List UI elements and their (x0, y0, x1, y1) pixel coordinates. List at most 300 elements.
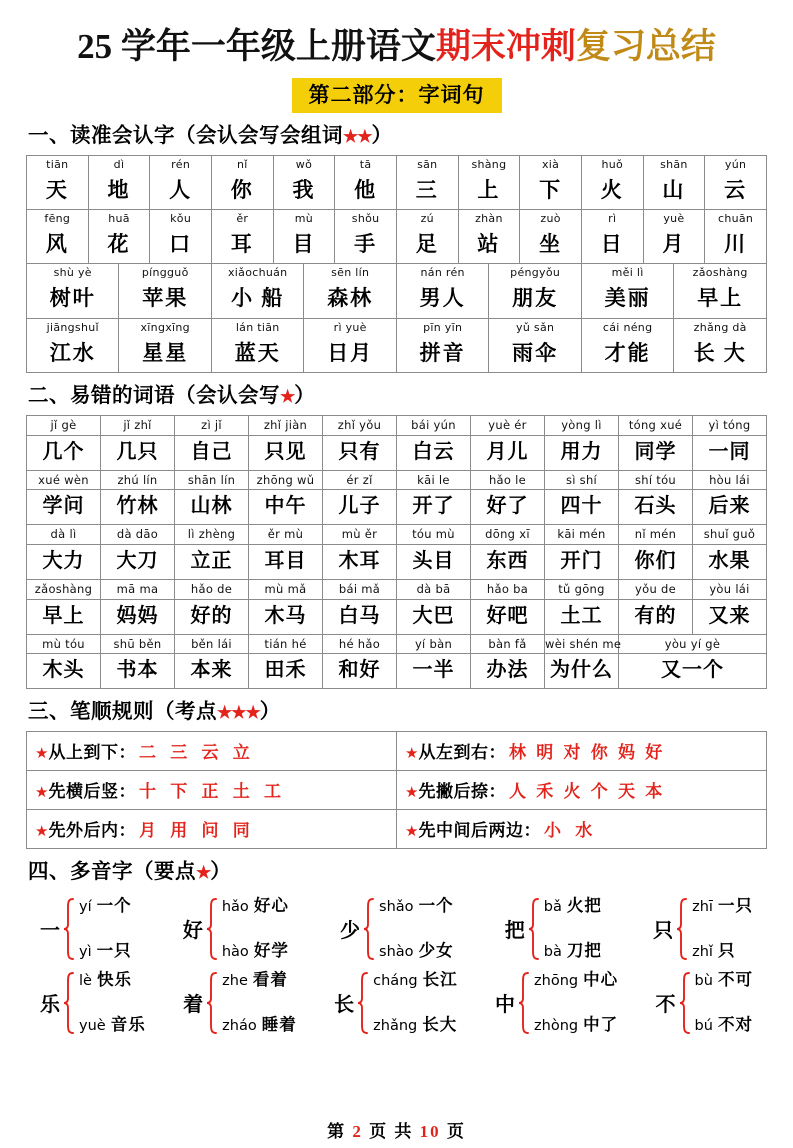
example-word: 中了 (583, 1014, 619, 1034)
word-cell: 立正 (175, 544, 249, 579)
polyphone-char: 着 (183, 994, 204, 1017)
star-icon: ★ (35, 785, 49, 802)
polyphone-reading (222, 1014, 297, 1034)
word-cell: 妈妈 (101, 599, 175, 634)
word-cell: 耳目 (249, 544, 323, 579)
pinyin-text: mù (294, 212, 314, 225)
pinyin-cell: shān lín (175, 470, 249, 490)
polyphone-group (40, 969, 146, 1034)
pinyin-cell: yí bàn (397, 634, 471, 654)
pinyin-text: tiān (46, 157, 69, 171)
example-word: 中心 (583, 969, 619, 989)
hanzi-text: 美丽 (604, 286, 651, 311)
pinyin-text: kǒu (170, 212, 192, 225)
pinyin-cell: zǎoshàng (27, 579, 101, 599)
table-row (27, 210, 767, 264)
hanzi-text: 小 船 (231, 286, 285, 311)
pinyin-cell: sì shí (545, 470, 619, 490)
pinyin-cell: zhōng wǔ (249, 470, 323, 490)
star-rating-icon: ★ (280, 387, 295, 407)
polyphone-readings (221, 895, 289, 960)
word-cell: 只有 (323, 435, 397, 470)
star-rating-icon: ★★ (343, 126, 372, 146)
title-part-black: 25 学年一年级上册语文 (77, 27, 436, 66)
polyphone-reading (692, 940, 753, 960)
section-four-heading (28, 860, 767, 886)
footer-prefix: 第 (327, 1122, 347, 1141)
brace-icon (518, 972, 529, 1034)
character-cell (458, 210, 520, 264)
subtitle-container (26, 78, 767, 113)
pinyin-text: bù (694, 972, 713, 989)
pinyin-cell: tǔ gōng (545, 579, 619, 599)
rule-examples: 十 下 正 土 工 (138, 782, 286, 802)
pinyin-cell: mù ěr (323, 525, 397, 545)
section-one-heading (28, 124, 767, 150)
character-cell (273, 210, 335, 264)
pinyin-text: zhàn (475, 212, 503, 225)
example-word: 睡着 (261, 1014, 297, 1034)
polyphone-group (495, 969, 619, 1034)
polyphone-readings (692, 895, 753, 960)
brace-icon-wrap (676, 898, 687, 960)
polyphone-group (653, 895, 753, 960)
hanzi-text: 坐 (539, 231, 563, 256)
pinyin-text: rì yuè (333, 320, 367, 334)
example-word: 不可 (717, 969, 753, 989)
hanzi-text: 你 (230, 177, 254, 202)
pinyin-cell: mā ma (101, 579, 175, 599)
character-cell (150, 155, 212, 209)
character-cell (88, 155, 150, 209)
pinyin-cell: zhǐ jiàn (249, 415, 323, 435)
word-cell: 自己 (175, 435, 249, 470)
character-cell (705, 210, 767, 264)
character-cell (458, 155, 520, 209)
rule-cell (397, 809, 767, 848)
table-row (27, 318, 767, 372)
page-footer (0, 1117, 793, 1142)
polyphone-row (26, 969, 767, 1034)
polyphone-readings (79, 895, 132, 960)
star-icon: ★ (35, 824, 49, 841)
rule-label: 先外后内： (48, 821, 136, 841)
pinyin-text: sēn lín (331, 266, 370, 280)
example-word: 刀把 (566, 940, 602, 960)
star-rating-icon: ★ (196, 862, 211, 882)
word-cell (304, 318, 396, 372)
pinyin-cell: shuǐ guǒ (693, 525, 767, 545)
polyphone-reading (379, 895, 454, 915)
hanzi-text: 朋友 (512, 286, 559, 311)
hanzi-text: 拼音 (419, 340, 466, 365)
word-cell (119, 318, 211, 372)
brace-icon (676, 898, 687, 960)
pinyin-cell: hòu lái (693, 470, 767, 490)
character-cell (27, 210, 89, 264)
hanzi-text: 我 (292, 177, 316, 202)
hanzi-text: 江水 (49, 340, 96, 365)
polyphone-reading (373, 1014, 458, 1034)
word-cell (581, 318, 673, 372)
brace-icon (63, 972, 74, 1034)
brace-icon-wrap (63, 972, 74, 1034)
section-three-heading-text: 三、笔顺规则（考点 (28, 701, 217, 724)
hanzi-text: 手 (354, 231, 378, 256)
star-icon: ★ (405, 824, 419, 841)
polyphone-reading (694, 969, 753, 989)
pinyin-cell: hé hǎo (323, 634, 397, 654)
word-cell (304, 264, 396, 318)
pinyin-cell: dōng xī (471, 525, 545, 545)
pinyin-text: tā (359, 157, 372, 171)
rule-cell (397, 770, 767, 809)
pinyin-text: huā (108, 212, 130, 225)
example-word: 不对 (717, 1014, 753, 1034)
pinyin-row (27, 525, 767, 545)
hanzi-text: 才能 (604, 340, 651, 365)
pinyin-text: lán tiān (235, 320, 280, 334)
polyphone-char: 把 (504, 920, 525, 943)
word-cell: 本来 (175, 654, 249, 689)
word-cell: 用力 (545, 435, 619, 470)
rule-label: 从上到下： (48, 743, 136, 763)
pinyin-text: hào (221, 943, 249, 960)
hanzi-text: 日月 (327, 340, 374, 365)
star-rating-icon: ★★★ (217, 703, 260, 723)
pinyin-text: chuān (718, 212, 754, 225)
word-cell: 学问 (27, 490, 101, 525)
pinyin-cell: kāi le (397, 470, 471, 490)
pinyin-cell: wèi shén me (545, 634, 619, 654)
pinyin-text: shǎo (379, 898, 414, 915)
polyphone-row (26, 895, 767, 960)
hanzi-text: 雨伞 (512, 340, 559, 365)
rule-examples: 小 水 (543, 821, 598, 841)
character-cell (335, 155, 397, 209)
polyphone-reading (534, 1014, 619, 1034)
word-cell: 木马 (249, 599, 323, 634)
pinyin-text: dì (113, 157, 125, 171)
pinyin-text: bǎ (543, 898, 562, 915)
footer-mid: 页 共 (369, 1122, 414, 1141)
hanzi-text: 花 (107, 231, 131, 256)
word-cell: 又来 (693, 599, 767, 634)
polyphone-reading (79, 969, 146, 989)
word-cell (211, 264, 303, 318)
pinyin-text: zú (420, 212, 434, 225)
pinyin-cell: nǐ mén (619, 525, 693, 545)
pinyin-cell: běn lái (175, 634, 249, 654)
star-icon: ★ (405, 746, 419, 763)
rule-examples: 人 禾 火 个 天 本 (508, 782, 666, 802)
polyphone-char: 只 (653, 920, 674, 943)
hanzi-text: 天 (45, 177, 69, 202)
pinyin-text: hǎo (221, 898, 249, 915)
table-row (27, 264, 767, 318)
pinyin-text: zhòng (534, 1017, 579, 1034)
character-cell (396, 155, 458, 209)
pinyin-cell: yì tóng (693, 415, 767, 435)
rule-examples: 月 用 问 同 (138, 821, 255, 841)
brace-icon-wrap (363, 898, 374, 960)
polyphone-reading (79, 1014, 146, 1034)
word-cell: 同学 (619, 435, 693, 470)
pinyin-text: zhe (222, 972, 248, 989)
polyphone-char: 不 (655, 994, 676, 1017)
word-cell (211, 318, 303, 372)
example-word: 长大 (422, 1014, 458, 1034)
pinyin-text: zhōng (534, 972, 579, 989)
polyphone-group (340, 895, 454, 960)
polyphone-char: 中 (495, 994, 516, 1017)
character-cell (520, 210, 582, 264)
brace-icon (528, 898, 539, 960)
hanzi-text: 他 (354, 177, 378, 202)
table-row (27, 599, 767, 634)
star-icon: ★ (35, 746, 49, 763)
word-cell: 只见 (249, 435, 323, 470)
word-cell (396, 318, 488, 372)
polyphone-reading (543, 940, 602, 960)
pinyin-cell: mù mǎ (249, 579, 323, 599)
brace-icon-wrap (518, 972, 529, 1034)
footer-total-pages: 10 (419, 1122, 441, 1141)
polyphone-char: 长 (334, 994, 355, 1017)
pinyin-text: xiǎochuán (227, 266, 288, 280)
pinyin-cell: zhú lín (101, 470, 175, 490)
hanzi-text: 早上 (697, 286, 744, 311)
hanzi-text: 站 (477, 231, 501, 256)
word-cell: 中午 (249, 490, 323, 525)
polyphone-reading (692, 895, 753, 915)
word-cell: 白云 (397, 435, 471, 470)
pinyin-cell: hǎo de (175, 579, 249, 599)
pinyin-cell: kāi mén (545, 525, 619, 545)
pinyin-text: rì (608, 212, 617, 225)
word-cell: 竹林 (101, 490, 175, 525)
word-cell (674, 264, 767, 318)
polyphone-reading (79, 940, 132, 960)
hanzi-text: 苹果 (142, 286, 189, 311)
polyphone-readings (373, 969, 458, 1034)
section-one-heading-close: ） (371, 124, 393, 147)
table-row (27, 155, 767, 209)
character-cell (273, 155, 335, 209)
pinyin-text: sān (417, 157, 438, 171)
rule-cell (27, 731, 397, 770)
brace-icon-wrap (206, 972, 217, 1034)
pinyin-row (27, 634, 767, 654)
character-cell (643, 210, 705, 264)
section-one-heading-text: 一、读准会认字（会认会写会组词 (28, 124, 343, 147)
word-cell: 书本 (101, 654, 175, 689)
table-row (27, 490, 767, 525)
table-row (27, 770, 767, 809)
pinyin-row (27, 579, 767, 599)
polyphone-readings (543, 895, 602, 960)
word-cell: 儿子 (323, 490, 397, 525)
word-cell: 几只 (101, 435, 175, 470)
word-cell: 开门 (545, 544, 619, 579)
pinyin-cell: bái mǎ (323, 579, 397, 599)
example-word: 只 (717, 940, 736, 960)
rule-label: 从左到右： (418, 743, 506, 763)
pinyin-cell: dà lì (27, 525, 101, 545)
hanzi-text: 风 (45, 231, 69, 256)
pinyin-text: shǒu (351, 212, 380, 225)
brace-icon-wrap (357, 972, 368, 1034)
footer-page-number: 2 (352, 1122, 363, 1141)
word-cell: 水果 (693, 544, 767, 579)
word-cell: 白马 (323, 599, 397, 634)
hanzi-text: 蓝天 (234, 340, 281, 365)
pinyin-cell: yòu yí gè (619, 634, 767, 654)
pinyin-cell: bái yún (397, 415, 471, 435)
hanzi-text: 目 (292, 231, 316, 256)
pinyin-cell: lì zhèng (175, 525, 249, 545)
hanzi-text: 森林 (327, 286, 374, 311)
footer-suffix: 页 (446, 1122, 466, 1141)
hanzi-text: 长 大 (693, 340, 747, 365)
pinyin-text: jiāngshuǐ (46, 320, 99, 334)
pinyin-cell: yǒu de (619, 579, 693, 599)
word-cell: 东西 (471, 544, 545, 579)
brace-icon (363, 898, 374, 960)
polyphone-readings (534, 969, 619, 1034)
hanzi-text: 口 (169, 231, 193, 256)
pinyin-text: rén (171, 157, 191, 171)
pinyin-cell: jǐ gè (27, 415, 101, 435)
word-cell: 四十 (545, 490, 619, 525)
example-word: 长江 (422, 969, 458, 989)
pinyin-text: píngguǒ (141, 266, 189, 280)
pinyin-text: yuè (663, 212, 685, 225)
section-four-heading-text: 四、多音字（要点 (28, 860, 196, 883)
word-cell: 石头 (619, 490, 693, 525)
pinyin-cell: zhǐ yǒu (323, 415, 397, 435)
polyphone-group (183, 969, 297, 1034)
title-part-red: 期末冲刺 (435, 27, 576, 66)
polyphone-char: 乐 (40, 994, 60, 1017)
character-cell (211, 155, 273, 209)
title-part-gold: 复习总结 (575, 27, 716, 66)
pinyin-text: měi lì (611, 266, 644, 280)
character-cell (643, 155, 705, 209)
hanzi-text: 三 (415, 177, 439, 202)
pinyin-cell: shū běn (101, 634, 175, 654)
polyphone-reading (373, 969, 458, 989)
rule-cell (27, 770, 397, 809)
character-cell (396, 210, 458, 264)
pinyin-text: nǐ (236, 157, 248, 171)
word-cell: 大力 (27, 544, 101, 579)
pinyin-text: yí (79, 898, 92, 915)
table-row (27, 809, 767, 848)
brace-icon-wrap (528, 898, 539, 960)
pinyin-text: shào (379, 943, 414, 960)
polyphone-reading (222, 969, 297, 989)
word-cell: 一同 (693, 435, 767, 470)
rule-examples: 林 明 对 你 妈 好 (508, 743, 666, 763)
pinyin-row (27, 470, 767, 490)
example-word: 快乐 (96, 969, 132, 989)
example-word: 一只 (96, 940, 132, 960)
polyphone-group (334, 969, 458, 1034)
hanzi-text: 人 (169, 177, 193, 202)
table-row (27, 731, 767, 770)
polyphone-readings (379, 895, 454, 960)
word-cell (489, 264, 581, 318)
star-icon: ★ (405, 785, 419, 802)
polyphone-readings (79, 969, 146, 1034)
word-cell: 有的 (619, 599, 693, 634)
recognize-characters-table (26, 155, 767, 374)
word-cell: 一半 (397, 654, 471, 689)
example-word: 一个 (418, 895, 454, 915)
brace-icon-wrap (63, 898, 74, 960)
polyphone-readings (222, 969, 297, 1034)
brace-icon (357, 972, 368, 1034)
polyphone-char: 少 (340, 920, 361, 943)
stroke-order-rules-table (26, 731, 767, 849)
hanzi-text: 云 (724, 177, 748, 202)
polyphone-group (182, 895, 289, 960)
word-cell: 大巴 (397, 599, 471, 634)
hanzi-text: 地 (107, 177, 131, 202)
pinyin-text: zǎoshàng (692, 266, 748, 280)
word-cell: 田禾 (249, 654, 323, 689)
character-cell (27, 155, 89, 209)
word-cell: 大刀 (101, 544, 175, 579)
polyphone-reading (221, 940, 289, 960)
word-cell: 和好 (323, 654, 397, 689)
pinyin-text: pīn yīn (423, 320, 463, 334)
pinyin-cell: xué wèn (27, 470, 101, 490)
hanzi-text: 上 (477, 177, 501, 202)
character-cell (520, 155, 582, 209)
brace-icon (679, 972, 690, 1034)
word-cell: 月儿 (471, 435, 545, 470)
word-cell: 后来 (693, 490, 767, 525)
word-cell (674, 318, 767, 372)
pinyin-text: bú (694, 1017, 713, 1034)
polyphone-reading (79, 895, 132, 915)
polyphone-reading (379, 940, 454, 960)
hanzi-text: 火 (600, 177, 624, 202)
word-cell: 几个 (27, 435, 101, 470)
word-cell: 木耳 (323, 544, 397, 579)
pinyin-cell: zì jǐ (175, 415, 249, 435)
character-cell (581, 155, 643, 209)
pinyin-cell: tóu mù (397, 525, 471, 545)
pinyin-row (27, 415, 767, 435)
hanzi-text: 耳 (230, 231, 254, 256)
word-cell (581, 264, 673, 318)
character-cell (581, 210, 643, 264)
word-cell: 木头 (27, 654, 101, 689)
pinyin-text: ěr (236, 212, 249, 225)
hanzi-text: 日 (600, 231, 624, 256)
polyphone-section (26, 895, 767, 1034)
pinyin-text: bà (543, 943, 562, 960)
pinyin-text: xià (541, 157, 560, 171)
example-word: 一个 (96, 895, 132, 915)
polyphone-char: 好 (182, 920, 203, 943)
pinyin-text: cái néng (602, 320, 653, 334)
polyphone-reading (534, 969, 619, 989)
brace-icon-wrap (679, 972, 690, 1034)
